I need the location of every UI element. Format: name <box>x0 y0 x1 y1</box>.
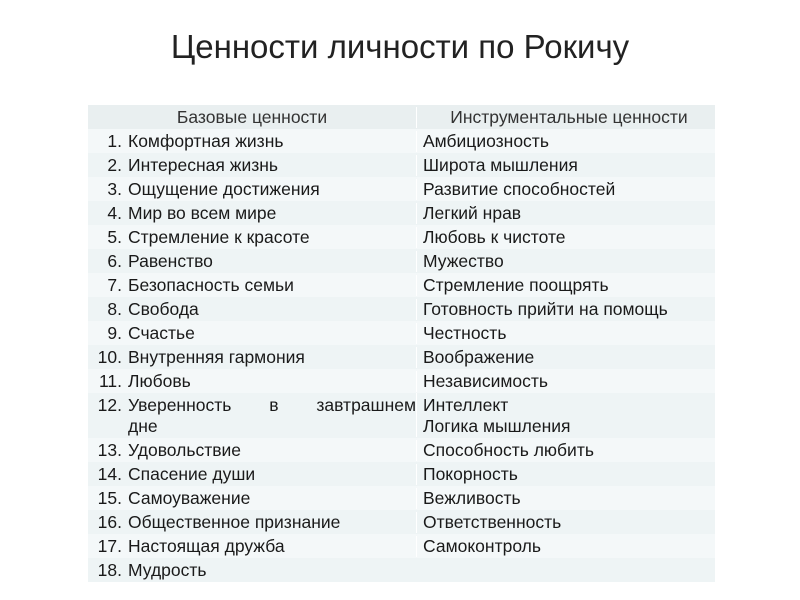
table-row <box>88 486 715 510</box>
instrumental-value-cell: Покорность <box>416 464 715 485</box>
base-value-cell: Мудрость <box>128 559 207 580</box>
row-number: 12. <box>97 395 122 415</box>
header-instrumental-values: Инструментальные ценности <box>416 107 715 128</box>
base-value-cell: Ощущение достижения <box>128 178 320 199</box>
base-value-cell: Безопасность семьи <box>128 274 294 295</box>
instrumental-value-cell: Широта мышления <box>416 155 715 176</box>
instrumental-value-cell: Самоконтроль <box>416 536 715 557</box>
table-row <box>88 534 715 558</box>
base-value-cell: Счастье <box>128 322 195 343</box>
header-base-values: Базовые ценности <box>176 106 328 127</box>
base-value-cell: Стремление к красоте <box>128 226 310 247</box>
table-row <box>88 393 715 438</box>
instrumental-value-cell: Мужество <box>416 251 715 272</box>
table-header <box>88 105 715 129</box>
table-row <box>88 201 715 225</box>
table-body <box>88 129 715 582</box>
base-value-cell: Внутренняя гармония <box>128 346 305 367</box>
table-row <box>88 369 715 393</box>
row-number: 17. <box>97 535 122 556</box>
table-row <box>88 558 715 582</box>
base-value-cell: Свобода <box>128 298 199 319</box>
instrumental-value-cell: Легкий нрав <box>416 203 715 224</box>
instrumental-value-cell: Воображение <box>416 347 715 368</box>
row-number: 18. <box>97 559 122 580</box>
instrumental-value-cell: Амбициозность <box>416 131 715 152</box>
instrumental-value-cell: Стремление поощрять <box>416 275 715 296</box>
row-number: 4. <box>107 202 122 223</box>
instrumental-value-cell <box>416 393 715 437</box>
row-number: 11. <box>98 370 122 391</box>
instrumental-value-line: Логика мышления <box>423 416 571 436</box>
row-number: 14. <box>97 463 122 484</box>
instrumental-value-cell: Независимость <box>416 371 715 392</box>
table-row <box>88 273 715 297</box>
instrumental-value-line: Интеллект <box>423 395 509 415</box>
row-number: 16. <box>97 511 122 532</box>
values-table <box>88 105 715 582</box>
base-value-cell: Мир во всем мире <box>128 202 277 223</box>
instrumental-value-cell: Любовь к чистоте <box>416 227 715 248</box>
instrumental-value-cell: Готовность прийти на помощь <box>416 299 715 320</box>
table-row <box>88 321 715 345</box>
base-value-cell: Самоуважение <box>128 487 251 508</box>
row-number: 6. <box>107 250 122 271</box>
table-row <box>88 462 715 486</box>
base-value-cell: Настоящая дружба <box>128 535 285 556</box>
table-row <box>88 225 715 249</box>
row-number: 10. <box>97 346 122 367</box>
table-row <box>88 510 715 534</box>
instrumental-value-cell: Честность <box>416 323 715 344</box>
row-number: 15. <box>97 487 122 508</box>
base-value-cell <box>128 393 416 437</box>
table-row <box>88 345 715 369</box>
row-number: 1. <box>107 130 122 151</box>
instrumental-value-cell: Развитие способностей <box>416 179 715 200</box>
base-value-cell: Общественное признание <box>128 511 341 532</box>
base-value-line: дне <box>128 416 158 436</box>
row-number: 9. <box>107 322 122 343</box>
base-value-cell: Интересная жизнь <box>128 154 279 175</box>
base-value-cell: Спасение души <box>128 463 256 484</box>
table-row <box>88 249 715 273</box>
table-row <box>88 177 715 201</box>
base-value-line: Уверенность в завтрашнем <box>128 395 416 415</box>
base-value-cell: Комфортная жизнь <box>128 130 284 151</box>
row-number: 5. <box>107 226 122 247</box>
row-number: 3. <box>107 178 122 199</box>
instrumental-value-cell: Ответственность <box>416 512 715 533</box>
base-value-cell: Удовольствие <box>128 439 242 460</box>
base-value-cell: Равенство <box>128 250 213 271</box>
row-number: 2. <box>107 154 122 175</box>
table-row <box>88 438 715 462</box>
table-row <box>88 153 715 177</box>
row-number: 7. <box>107 274 122 295</box>
table-row <box>88 129 715 153</box>
row-number: 13. <box>97 439 122 460</box>
instrumental-value-cell: Способность любить <box>416 440 715 461</box>
page-title: Ценности личности по Рокичу <box>170 28 630 65</box>
row-number: 8. <box>107 298 122 319</box>
instrumental-value-cell: Вежливость <box>416 488 715 509</box>
table-row <box>88 297 715 321</box>
base-value-cell: Любовь <box>128 370 191 391</box>
